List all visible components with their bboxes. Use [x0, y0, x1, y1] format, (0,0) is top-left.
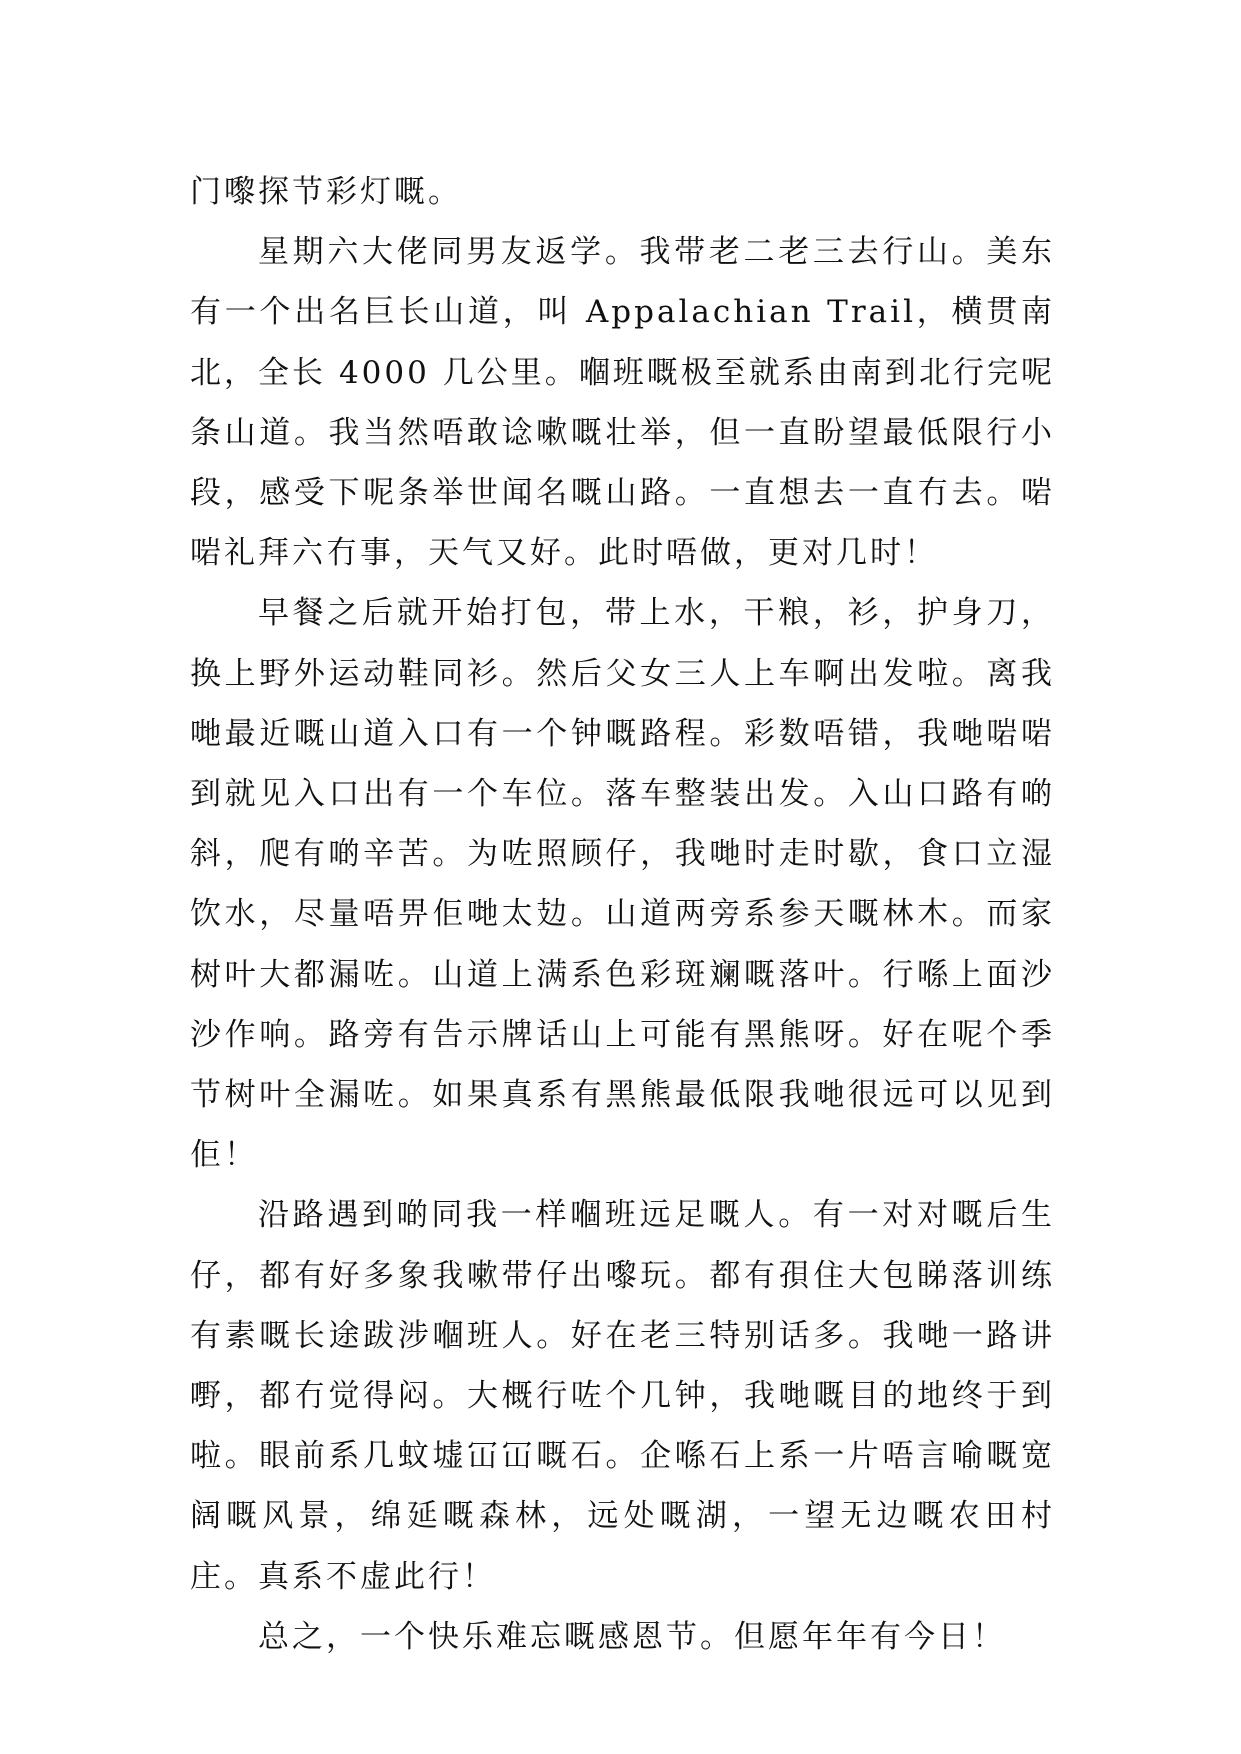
body-text: [190, 162, 1055, 1667]
paragraph-hiking-trip: 早餐之后就开始打包，带上水，干粮，衫，护身刀，换上野外运动鞋同衫。然后父女三人上车啊出发啦。离我哋最近嘅山道入口有一个钟嘅路程。彩数唔错，我哋啱啱到就见入口出有一个车位。落车整装出发。入山口路有啲斜，爬有啲辛苦。为咗照顾仔，我哋时走时歇，食口立湿饮水，尽量唔畀佢哋太攰。山道两旁系参天嘅林木。而家树叶大都漏咗。山道上满系色彩斑斓嘅落叶。行喺上面沙沙作响。路旁有告示牌话山上可能有黑熊呀。好在呢个季节树叶全漏咗。如果真系有黑熊最低限我哋很远可以见到佢！: [190, 595, 1055, 1174]
paragraph-conclusion: 总之，一个快乐难忘嘅感恩节。但愿年年有今日！: [258, 1618, 1006, 1655]
paragraph-hiking-intro: 星期六大佬同男友返学。我带老二老三去行山。美东有一个出名巨长山道，叫 Appalachian Trail，横贯南北，全长 4000 几公里。嗰班嘅极至就系由南到北行完呢条山道。我当然唔敢谂嗽嘅壮举，但一直盼望最低限行小段，感受下呢条举世闻名嘅山路。一直想去一直冇去。啱啱礼拜六冇事，天气又好。此时唔做，更对几时！: [190, 234, 1055, 572]
paragraph-continuation: 门嚟探节彩灯嘅。: [190, 174, 462, 210]
paragraph-hiking-destination: 沿路遇到啲同我一样嗰班远足嘅人。有一对对嘅后生仔，都有好多象我嗽带仔出嚟玩。都有孭住大包睇落训练有素嘅长途跋涉嗰班人。好在老三特别话多。我哋一路讲嘢，都冇觉得闷。大概行咗个几钟，我哋嘅目的地终于到啦。眼前系几蚊墟冚冚嘅石。企喺石上系一片唔言喻嘅宽阔嘅风景，绵延嘅森林，远处嘅湖，一望无边嘅农田村庄。真系不虚此行！: [190, 1197, 1055, 1595]
